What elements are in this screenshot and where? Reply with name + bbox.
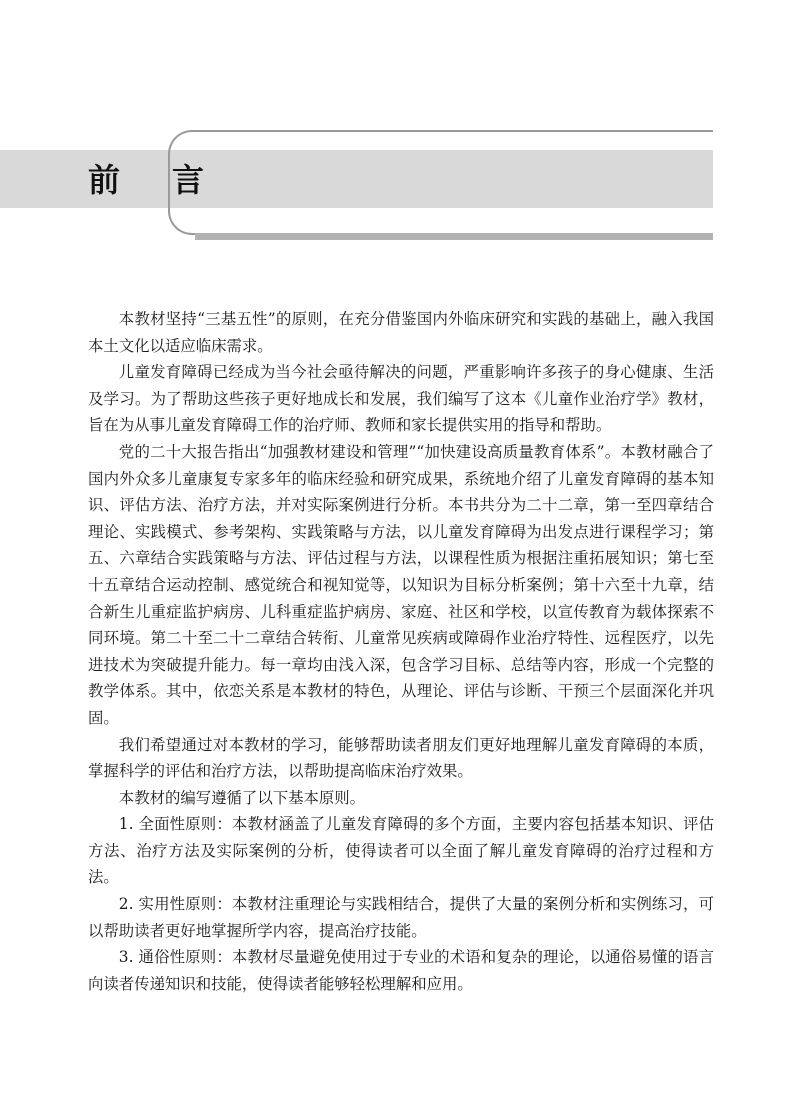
preface-body	[88, 306, 714, 997]
paragraph: 党的二十大报告指出“加强教材建设和管理”“加快建设高质量教育体系”。本教材融合了国内外众多儿童康复专家多年的临床经验和研究成果，系统地介绍了儿童发育障碍的基本知识、评估方法、治疗方法，并对实际案例进行分析。本书共分为二十二章，第一至四章结合理论、实践模式、参考架构、实践策略与方法，以儿童发育障碍为出发点进行课程学习；第五、六章结合实践策略与方法、评估过程与方法，以课程性质为根据注重拓展知识；第七至十五章结合运动控制、感觉统合和视知觉等，以知识为目标分析案例；第十六至十九章，结合新生儿重症监护病房、儿科重症监护病房、家庭、社区和学校，以宣传教育为载体探索不同环境。第二十至二十二章结合转衔、儿童常见疾病或障碍作业治疗特性、远程医疗，以先进技术为突破提升能力。每一章均由浅入深，包含学习目标、总结等内容，形成一个完整的教学体系。其中，依恋关系是本教材的特色，从理论、评估与诊断、干预三个层面深化并巩固。	[88, 442, 714, 727]
paragraph: 儿童发育障碍已经成为当今社会亟待解决的问题，严重影响许多孩子的身心健康、生活及学习。为了帮助这些孩子更好地成长和发展，我们编写了这本《儿童作业治疗学》教材，旨在为从事儿童发育障碍工作的治疗师、教师和家长提供实用的指导和帮助。	[88, 363, 714, 435]
paragraph: 2. 实用性原则：本教材注重理论与实践相结合，提供了大量的案例分析和实例练习，可以帮助读者更好地掌握所学内容，提高治疗技能。	[88, 895, 714, 940]
header-outline-mask	[713, 125, 800, 245]
paragraph: 我们希望通过对本教材的学习，能够帮助读者朋友们更好地理解儿童发育障碍的本质，掌握科学的评估和治疗方法，以帮助提高临床治疗效果。	[88, 735, 714, 781]
header-shadow	[195, 233, 713, 240]
page-title: 前言	[88, 161, 257, 199]
paragraph: 本教材的编写遵循了以下基本原则。	[118, 788, 366, 807]
paragraph: 3. 通俗性原则：本教材尽量避免使用过于专业的术语和复杂的理论，以通俗易懂的语言向读者传递知识和技能，使得读者能够轻松理解和应用。	[88, 948, 714, 993]
paragraph: 1. 全面性原则：本教材涵盖了儿童发育障碍的多个方面，主要内容包括基本知识、评估方法、治疗方法及实际案例的分析，使得读者可以全面了解儿童发育障碍的治疗过程和方法。	[88, 815, 714, 887]
paragraph: 本教材坚持“三基五性”的原则，在充分借鉴国内外临床研究和实践的基础上，融入我国本土文化以适应临床需求。	[88, 310, 714, 355]
